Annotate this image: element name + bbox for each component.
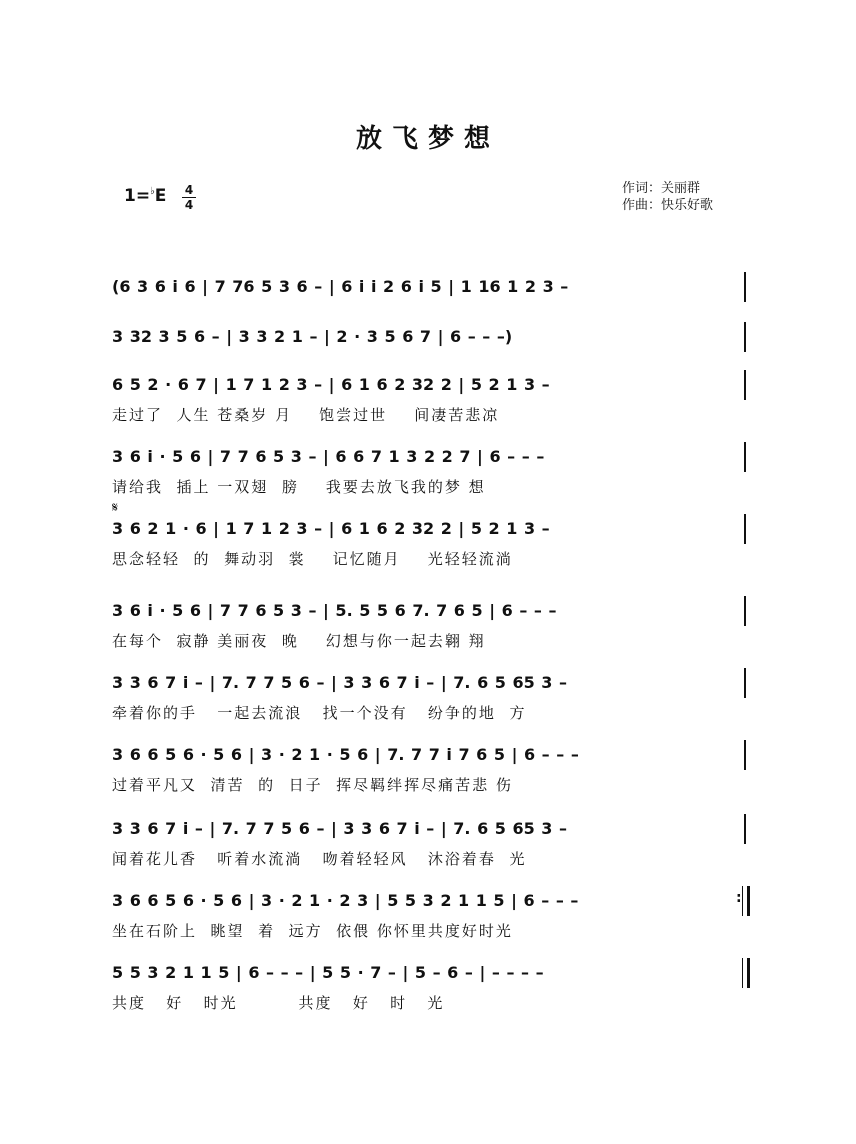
- barline: [744, 740, 746, 770]
- notes-line: 3 6 i · 5 6 | 7 7 6 5 3 – | 5. 5 5 6 7. 7 6 5 | 6 – – –: [112, 601, 557, 620]
- barline: [744, 668, 746, 698]
- composer-credit: 作曲：快乐好歌: [622, 198, 714, 213]
- notes-line: 6 5 2 · 6 7 | 1 7 1 2 3 – | 6 1 6 2 32 2 | 5 2 1 3 –: [112, 375, 550, 394]
- notes-line: 3 6 2 1 · 6 | 1 7 1 2 3 – | 6 1 6 2 32 2 | 5 2 1 3 –: [112, 519, 550, 538]
- lyric-line: 走过了 人生 苍桑岁 月 饱尝过世 间凄苦悲凉: [112, 406, 500, 424]
- lyric-line: 共度 好 时光 共度 好 时 光: [112, 994, 445, 1012]
- lyric-line: 请给我 插上 一双翅 膀 我要去放飞我的梦 想: [112, 478, 486, 496]
- barline: [744, 814, 746, 844]
- notes-line: 5 5 3 2 1 1 5 | 6 – – – | 5 5 · 7 – | 5 – 6 – | – – – –: [112, 963, 544, 982]
- lyric-line: 思念轻轻 的 舞动羽 裳 记忆随月 光轻轻流淌: [112, 550, 513, 568]
- barline: [744, 322, 746, 352]
- credits: [622, 180, 713, 214]
- notes-line: 3 32 3 5 6 – | 3 3 2 1 – | 2 · 3 5 6 7 | 6 – – –): [112, 327, 513, 346]
- song-title: 放飞梦想: [355, 124, 500, 154]
- time-signature-bottom: 4: [184, 198, 194, 212]
- key-prefix: 1=: [124, 186, 151, 206]
- lyric-line: 坐在石阶上 眺望 着 远方 依偎 你怀里共度好时光: [112, 922, 513, 940]
- lyric-line: 闻着花儿香 听着水流淌 吻着轻轻风 沐浴着春 光: [112, 850, 527, 868]
- flat-sign: ♭: [150, 186, 155, 197]
- key-signature: [124, 186, 166, 206]
- segno-sign: 𝄋: [112, 500, 119, 516]
- lyric-line: 牵着你的手 一起去流浪 找一个没有 纷争的地 方: [112, 704, 527, 722]
- barline: [744, 272, 746, 302]
- barline: [744, 596, 746, 626]
- notes-line: 3 6 6 5 6 · 5 6 | 3 · 2 1 · 2 3 | 5 5 3 2 1 1 5 | 6 – – –: [112, 891, 579, 910]
- barline: [744, 442, 746, 472]
- notes-line: (6 3 6 i 6 | 7 76 5 3 6 – | 6 i i 2 6 i 5 | 1 16 1 2 3 –: [112, 277, 569, 296]
- lyric-line: 在每个 寂静 美丽夜 晚 幻想与你一起去翱 翔: [112, 632, 486, 650]
- notes-line: 3 3 6 7 i – | 7. 7 7 5 6 – | 3 3 6 7 i – | 7. 6 5 65 3 –: [112, 819, 568, 838]
- time-signature-top: 4: [184, 183, 194, 197]
- notes-line: 3 3 6 7 i – | 7. 7 7 5 6 – | 3 3 6 7 i – | 7. 6 5 65 3 –: [112, 673, 568, 692]
- repeat-barline: [742, 886, 750, 916]
- notes-line: 3 6 i · 5 6 | 7 7 6 5 3 – | 6 6 7 1 3 2 2 7 | 6 – – –: [112, 447, 545, 466]
- barline: [744, 370, 746, 400]
- time-signature: [182, 184, 196, 211]
- notes-line: 3 6 6 5 6 · 5 6 | 3 · 2 1 · 5 6 | 7. 7 7 i 7 6 5 | 6 – – –: [112, 745, 579, 764]
- final-barline: [742, 958, 750, 988]
- lyric-line: 过着平凡又 清苦 的 日子 挥尽羁绊挥尽痛苦悲 伤: [112, 776, 513, 794]
- lyricist-credit: 作词：关丽群: [622, 181, 701, 196]
- barline: [744, 514, 746, 544]
- repeat-dots: :: [736, 890, 742, 906]
- key-note: E: [154, 186, 167, 206]
